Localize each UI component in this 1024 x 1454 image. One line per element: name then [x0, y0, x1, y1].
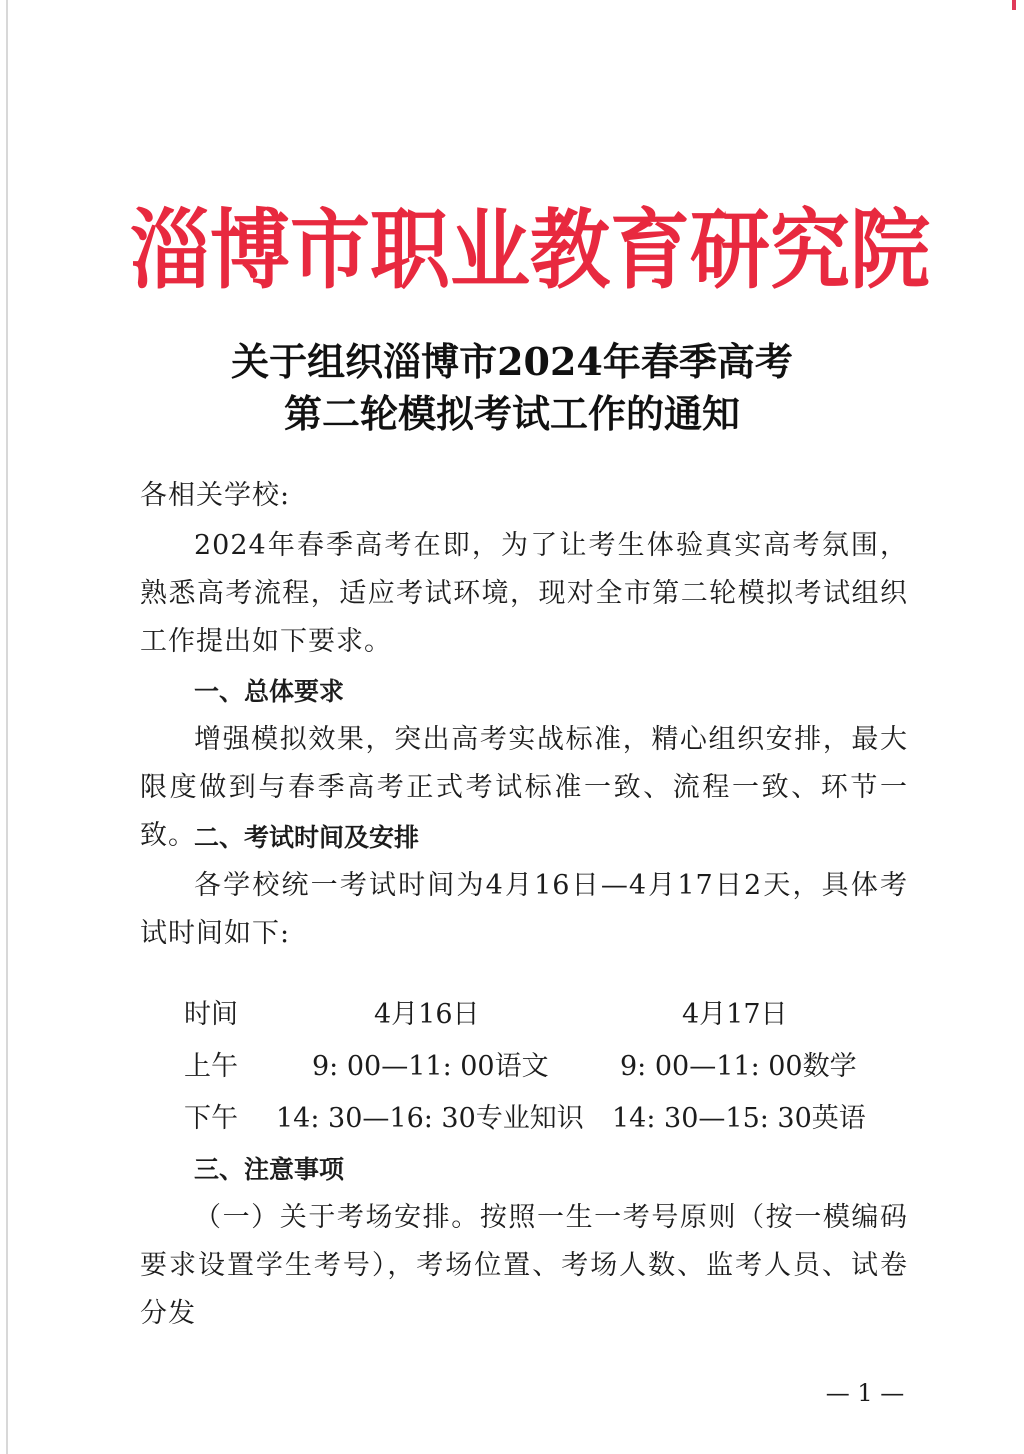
schedule-row-morning: [0, 1042, 1024, 1092]
schedule-header-row: [0, 990, 1024, 1040]
schedule-header-label: 时间: [184, 999, 238, 1030]
schedule-day2-slot: 14: 30—15: 30英语: [612, 1103, 866, 1134]
scan-edge-line: [6, 0, 8, 1454]
section-heading-2: 二、考试时间及安排: [194, 823, 420, 852]
section-heading-3: 三、注意事项: [194, 1155, 345, 1184]
salutation: 各相关学校:: [140, 480, 291, 511]
page-number: — 1 —: [825, 1379, 905, 1407]
schedule-day2-slot: 9: 00—11: 00数学: [620, 1051, 857, 1082]
schedule-row-afternoon: [0, 1094, 1024, 1144]
document-title-line-2: 第二轮模拟考试工作的通知: [283, 391, 740, 436]
organization-header: 淄博市职业教育研究院: [130, 199, 930, 301]
schedule-header-day1: 4月16日: [374, 999, 480, 1030]
corner-mark: [1012, 0, 1016, 10]
intro-paragraph: 2024年春季高考在即，为了让考生体验真实高考氛围，熟悉高考流程，适应考试环境，现对全市第二轮模拟考试组织工作提出如下要求。: [140, 530, 908, 657]
section-body-3: （一）关于考场安排。按照一生一考号原则（按一模编码要求设置学生考号），考场位置、考场人数、监考人员、试卷分发: [140, 1202, 908, 1329]
section-body-1: 增强模拟效果，突出高考实战标准，精心组织安排，最大限度做到与春季高考正式考试标准一致、流程一致、环节一致。: [140, 724, 908, 851]
schedule-day1-slot: 9: 00—11: 00语文: [312, 1051, 549, 1082]
document-title-line-1: 关于组织淄博市2024年春季高考: [231, 339, 793, 384]
schedule-row-label: 上午: [184, 1051, 238, 1082]
schedule-header-day2: 4月17日: [682, 999, 788, 1030]
section-heading-1: 一、总体要求: [194, 677, 345, 706]
section-body-2: 各学校统一考试时间为4月16日—4月17日2天，具体考试时间如下:: [140, 870, 908, 949]
schedule-day1-slot: 14: 30—16: 30专业知识: [276, 1103, 584, 1134]
schedule-row-label: 下午: [184, 1103, 238, 1134]
